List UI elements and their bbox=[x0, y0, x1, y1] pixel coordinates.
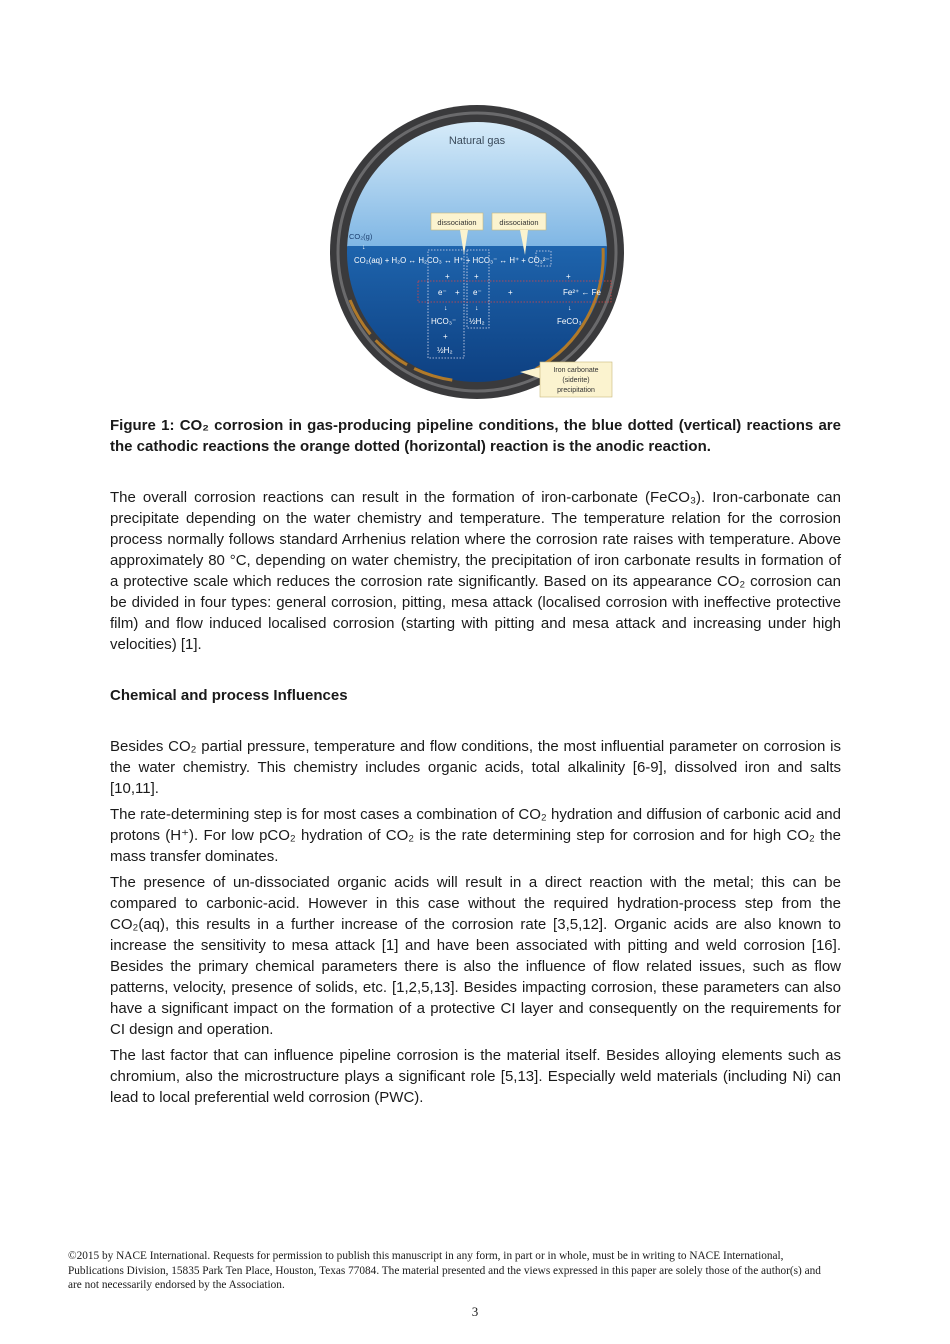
svg-text:dissociation: dissociation bbox=[499, 218, 539, 227]
svg-text:↓: ↓ bbox=[444, 305, 448, 312]
copyright-footer: ©2015 by NACE International. Requests for permission to publish this manuscript in any form, in part or in whole, must be in writing to NACE International, Publications Division, 15835 Park Ten Place, Houston, Texas 77084. The material presented and the views expressed in this paper are solely those of the author(s) and are not necessarily endorsed by the Association. bbox=[68, 1250, 821, 1291]
figure-label: Figure 1 bbox=[110, 417, 170, 434]
svg-text:+: + bbox=[445, 272, 450, 281]
hydrogen-2: ½H₂ bbox=[469, 317, 485, 326]
reaction-equation: CO₂(aq) + H₂O ↔ H₂CO₃ ↔ H⁺ + HCO₃⁻ ↔ H⁺ + CO₃²⁻ bbox=[354, 256, 550, 265]
svg-text:+: + bbox=[474, 272, 479, 281]
co2-gas-label: CO₂(g) bbox=[349, 232, 373, 241]
iron-carbonate-product: FeCO₃ bbox=[557, 317, 582, 326]
electron-2: e⁻ bbox=[473, 288, 482, 297]
section-heading: Chemical and process Influences bbox=[110, 687, 348, 704]
svg-text:+: + bbox=[455, 288, 460, 297]
caption-text: : CO₂ corrosion in gas-producing pipeline conditions, the blue dotted (vertical) reactions are the cathodic reactions the orange dotted (horizontal) reaction is the anodic reaction. bbox=[110, 417, 841, 455]
svg-text:dissociation: dissociation bbox=[437, 218, 477, 227]
svg-text:Iron carbonate: Iron carbonate bbox=[553, 367, 599, 374]
page-number: 3 bbox=[471, 1304, 479, 1319]
paragraph-rate-determining: The rate-determining step is for most cases a combination of CO₂ hydration and diffusion of carbonic acid and protons (H⁺). For low pCO₂ hydration of CO₂ is the rate determining step for corrosion and for high CO₂ the mass transfer dominates. bbox=[110, 806, 841, 865]
bicarbonate: HCO₃⁻ bbox=[431, 317, 457, 326]
hydrogen-1: ½H₂ bbox=[437, 346, 453, 355]
paragraph-overall-corrosion: The overall corrosion reactions can result in the formation of iron-carbonate (FeCO₃). Iron-carbonate can precipitate depending on the water chemistry and temperature. The temperature relation for the corrosion process normally follows standard Arrhenius relation where the corrosion rate raises with temperature. Above approximately 80 °C, depending on water chemistry, the precipitation of iron carbonate results in formation of a protective scale which reduces the corrosion rate significantly. Based on its appearance CO₂ corrosion can be divided in four types: general corrosion, pitting, mesa attack (localised corrosion with ineffective protective film) and flow induced localised corrosion (starting with pitting and mesa attack and increasing under high velocities) [1]. bbox=[110, 489, 841, 653]
electron-1: e⁻ bbox=[438, 288, 447, 297]
svg-text:+: + bbox=[443, 332, 448, 341]
down-arrow: ↓ bbox=[362, 244, 366, 251]
svg-text:↓: ↓ bbox=[475, 305, 479, 312]
paragraph-organic-acids: The presence of un-dissociated organic acids will result in a direct reaction with the metal; this can be compared to carbonic-acid. However in this case without the required hydration-process step from the CO₂(aq), this results in a further increase of the corrosion rate [3,5,12]. Organic acids are also known to increase the sensitivity to mesa attack [1] and have been associated with pitting and weld corrosion [16]. Besides the primary chemical parameters there is also the influence of flow related issues, such as flow patterns, velocity, presence of solids, etc. [1,2,5,13]. Besides impacting corrosion, these parameters can also have a significant impact on the formation of a protective CI layer and consequently on the requirements for CI design and operation. bbox=[110, 874, 841, 1038]
svg-text:+: + bbox=[508, 288, 513, 297]
svg-text:precipitation: precipitation bbox=[557, 387, 595, 394]
paragraph-material: The last factor that can influence pipeline corrosion is the material itself. Besides alloying elements such as chromium, also the microstructure plays a significant role [5,13]. Especially weld materials (including Ni) can lead to local preferential weld corrosion (PWC). bbox=[110, 1047, 841, 1106]
svg-text:↓: ↓ bbox=[568, 305, 572, 312]
text-column bbox=[110, 415, 841, 1108]
co2-corrosion-diagram bbox=[320, 95, 630, 405]
svg-text:(siderite): (siderite) bbox=[562, 377, 590, 384]
paragraph-water-chemistry: Besides CO₂ partial pressure, temperature and flow conditions, the most influential parameter on corrosion is the water chemistry. This chemistry includes organic acids, total alkalinity [6-9], dissolved iron and salts [10,11]. bbox=[110, 738, 841, 797]
natural-gas-label: Natural gas bbox=[448, 135, 506, 147]
iron-oxidation: Fe²⁺ ← Fe bbox=[563, 288, 602, 297]
figure-caption bbox=[110, 415, 841, 457]
svg-text:+: + bbox=[566, 272, 571, 281]
